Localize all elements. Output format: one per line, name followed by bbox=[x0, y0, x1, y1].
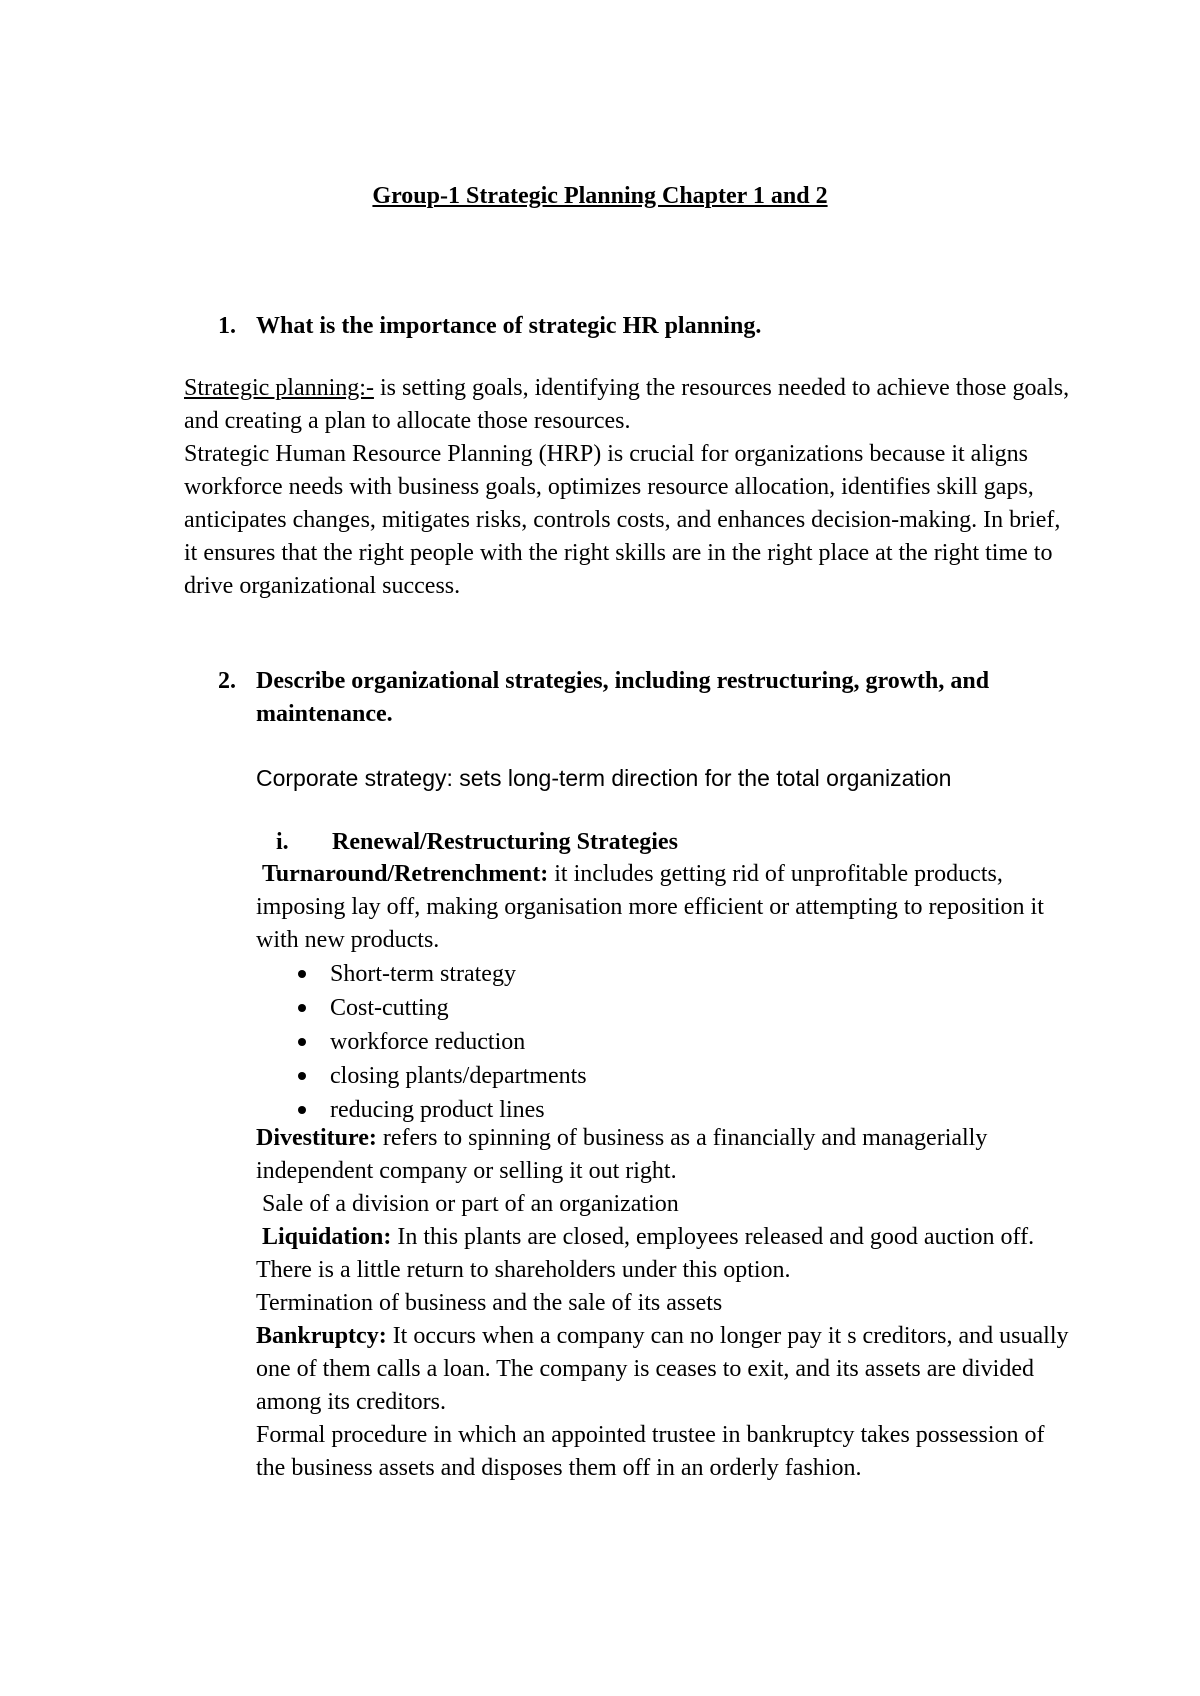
definition-text: is setting goals, identifying the resources needed to achieve those goals, and creating a plan to allocate those resources. bbox=[184, 375, 1070, 434]
turnaround-text: it includes getting rid of unprofitable products, imposing lay off, making organisation more efficient or attempting to reposition it with new products. bbox=[256, 861, 1044, 953]
subsection-numeral: i. bbox=[276, 829, 289, 855]
list-item bbox=[298, 1025, 587, 1059]
list-item bbox=[298, 1059, 587, 1093]
term-bankruptcy: Bankruptcy: bbox=[256, 1323, 387, 1349]
list-item-text: reducing product lines bbox=[330, 1097, 545, 1123]
list-item bbox=[298, 991, 587, 1025]
bullet-icon bbox=[298, 970, 306, 978]
liquidation-block bbox=[256, 1221, 1076, 1320]
list-item-text: closing plants/departments bbox=[330, 1063, 587, 1089]
bullet-icon bbox=[298, 1038, 306, 1046]
term-divestiture: Divestiture: bbox=[256, 1125, 377, 1151]
question-number: 1. bbox=[218, 313, 236, 339]
divestiture-text: refers to spinning of business as a financially and managerially independent company or selling it out right. bbox=[256, 1125, 988, 1184]
bullet-list bbox=[298, 957, 587, 1127]
liquidation-text: In this plants are closed, employees released and good auction off. There is a little return to shareholders under this option. bbox=[256, 1224, 1035, 1283]
list-item-text: Short-term strategy bbox=[330, 961, 516, 987]
term-liquidation: Liquidation: bbox=[262, 1224, 392, 1250]
bullet-icon bbox=[298, 1072, 306, 1080]
turnaround-block bbox=[256, 858, 1076, 957]
list-item-text: workforce reduction bbox=[330, 1029, 526, 1055]
term-strategic-planning: Strategic planning:- bbox=[184, 375, 374, 401]
subsection-title: Renewal/Restructuring Strategies bbox=[332, 829, 678, 855]
list-item-text: Cost-cutting bbox=[330, 995, 449, 1021]
bullet-icon bbox=[298, 1004, 306, 1012]
divestiture-block bbox=[256, 1122, 1076, 1221]
question-text: What is the importance of strategic HR planning. bbox=[256, 313, 762, 339]
liquidation-note: Termination of business and the sale of its assets bbox=[256, 1290, 723, 1316]
divestiture-note: Sale of a division or part of an organization bbox=[262, 1191, 679, 1217]
intro-paragraph bbox=[184, 372, 1074, 603]
bankruptcy-text: It occurs when a company can no longer pay it s creditors, and usually one of them calls a loan. The company is ceases to exit, and its assets are divided among its creditors. bbox=[256, 1323, 1069, 1415]
document-title: Group-1 Strategic Planning Chapter 1 and 2 bbox=[372, 183, 828, 209]
bankruptcy-note: Formal procedure in which an appointed trustee in bankruptcy takes possession of the business assets and disposes them off in an orderly fashion. bbox=[256, 1422, 1045, 1481]
list-item bbox=[298, 957, 587, 991]
bankruptcy-block bbox=[256, 1320, 1076, 1485]
question-text: Describe organizational strategies, including restructuring, growth, and maintenance. bbox=[256, 668, 990, 727]
intro-body: Strategic Human Resource Planning (HRP) is crucial for organizations because it aligns workforce needs with business goals, optimizes resource allocation, identifies skill gaps, anticipates changes, mitigates risks, controls costs, and enhances decision-making. In brief, it ensures that the right people with the right skills are in the right place at the right time to drive organizational success. bbox=[184, 441, 1061, 599]
question-number: 2. bbox=[218, 668, 236, 694]
bullet-icon bbox=[298, 1106, 306, 1114]
term-turnaround: Turnaround/Retrenchment: bbox=[262, 861, 549, 887]
corporate-strategy-line: Corporate strategy: sets long-term direction for the total organization bbox=[256, 765, 952, 791]
